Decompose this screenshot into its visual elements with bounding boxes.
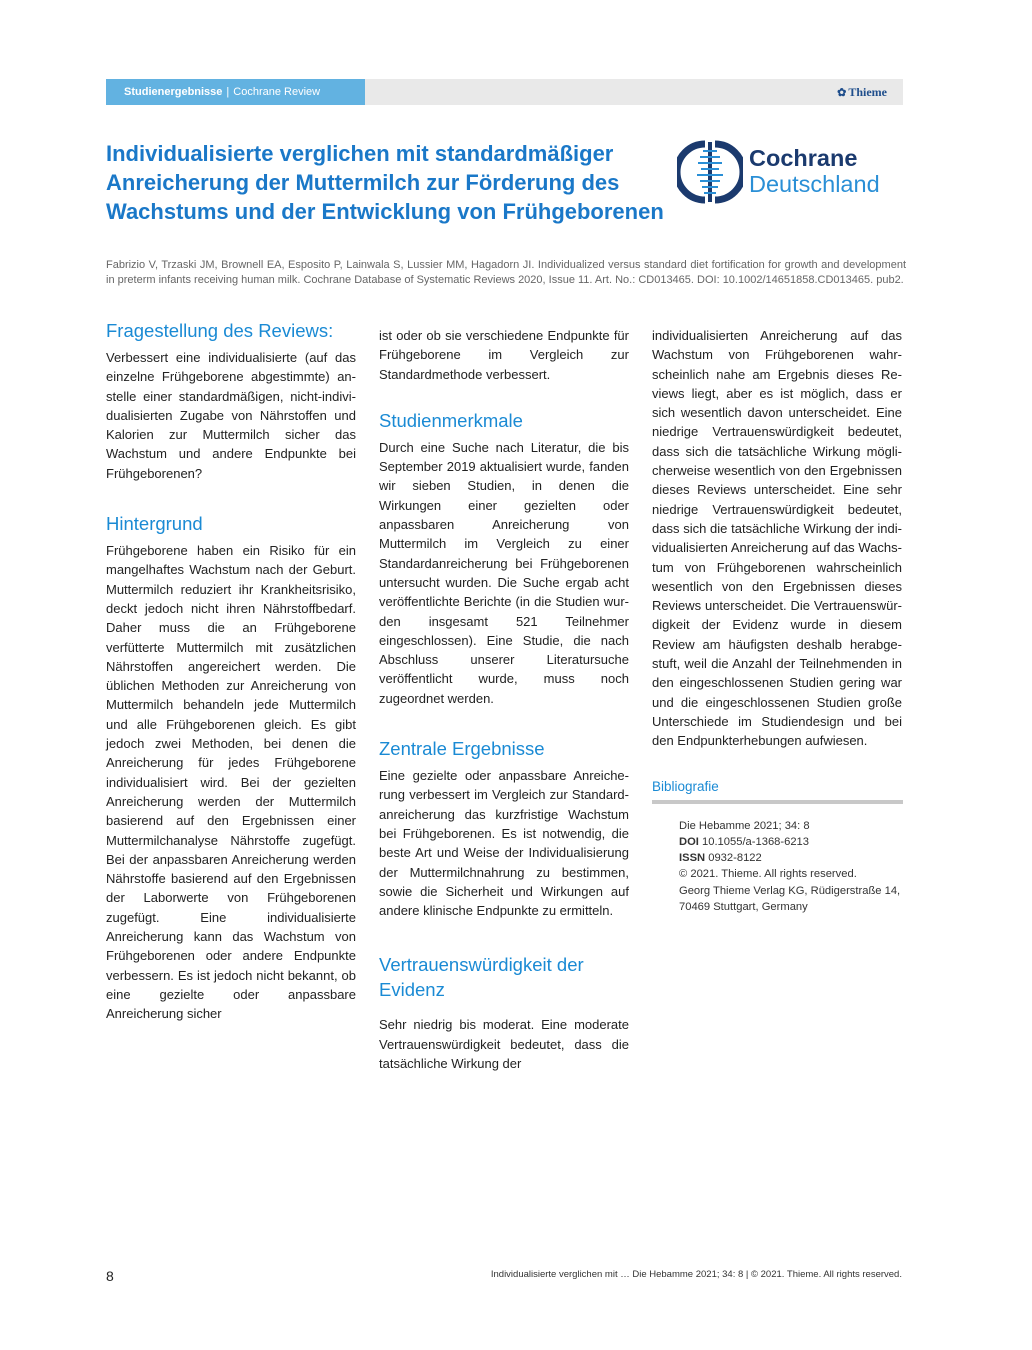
article-title [106,139,686,226]
cochrane-logo-icon [677,140,743,204]
text-hintergrund: Frühgeborene haben ein Risiko für ein mangelhaftes Wachstum nach der Geburt. Muttermilch reduziert ihr Krankheitsrisiko, deckt jedoch nicht ihren Nährstoffbedarf. Daher muss die an Frühgeborene verfütterte Muttermilch mit zusätzlichen Nährstoffen angereichert werden. Die üblichen Methoden zur Anreicherung von Muttermilch behandeln jede Muttermilch und alle Frühgeborenen gleich. Es gibt jedoch zwei Methoden, bei denen die Anreicherung für jedes Frühgeborene individualisiert wird. Bei der gezielten Anreicherung werden der Muttermilch basierend auf den Ergebnissen einer Muttermilchanalyse Nährstoffe zugefügt. Bei der anpassbaren Anreicherung werden Nährstoffe basierend auf den Ergebnissen der Laborwerte von Frühgeborenen zugefügt. Eine individualisierte Anreicherung kann das Wachstum von Frühgeborenen oder andere Endpunkte verbessern. Es ist jedoch nicht bekannt, ob eine gezielte oder anpassbare Anreicherung sicher [106,543,356,1022]
bib-issn-label: ISSN [679,852,706,865]
section-tab [106,79,365,105]
title-line-1: Individualisierte verglichen mit standardmäßiger [106,141,614,166]
subsection-label: Cochrane Review [233,86,321,98]
bib-issn-row [679,850,902,866]
bib-copyright: © 2021. Thieme. All rights reserved. [679,868,857,881]
heading-fragestellung: Fragestellung des Reviews: [106,320,334,341]
header-separator: | [226,86,230,98]
heading-zentrale-ergebnisse: Zentrale Ergebnisse [379,738,545,760]
text-hintergrund-continued: ist oder ob sie verschiedene Endpunkte für Frühgeborene im Vergleich zur Standardmethode verbessert. [379,328,629,382]
column-1 [106,318,356,1024]
thieme-icon: ✿ [837,87,847,99]
bibliography [652,818,902,916]
bib-city: 70469 Stuttgart, Germany [679,901,808,914]
bibliography-heading: Bibliografie [652,779,903,804]
heading-hintergrund: Hintergrund [106,513,203,535]
text-studienmerkmale: Durch eine Suche nach Literatur, die bis September 2019 aktualisiert wurde, fanden wir sieben Studien, in denen die Wirkungen einer gezielten oder anpassbaren Anreicherung von Muttermilch im Vergleich zu einer Standardanreicherung bei Frühgeborenen untersucht wurden. Die Suche ergab acht veröffentlichte Berichte (in die Studien wurden insgesamt 521 Teilnehmer eingeschlossen). Eine Studie, die nach Abschluss unserer Literatursuche veröffentlicht wurde, muss noch zugeordnet werden. [379,439,629,706]
bib-publisher: Georg Thieme Verlag KG, Rüdigerstraße 14, [679,884,901,897]
logo-text-deutschland: Deutschland [749,171,880,197]
page-number: 8 [106,1268,114,1284]
publisher-name: Thieme [848,85,887,99]
running-header [106,79,903,105]
cochrane-logo [677,140,917,204]
bib-doi-label: DOI [679,835,699,848]
bib-issn: 0932-8122 [708,852,762,865]
citation: Fabrizio V, Trzaski JM, Brownell EA, Esposito P, Lainwala S, Lussier MM, Hagadorn JI. Individualized versus standard diet fortification for growth and development in preterm infants receiving human milk. Cochrane Database of Systematic Reviews 2020, Issue 11. Art. No.: CD013465. DOI: 10.1002/14651858.CD013465. pub2. [106,259,906,286]
text-zentrale-ergebnisse: Eine gezielte oder anpassbare Anreicherung verbessert im Vergleich zur Standardanreicherung das kurzfristige Wachstum bei Frühgeborenen. Es ist notwendig, die beste Art und Weise der Individualisierung der Muttermilchnahrung zu bestimmen, sowie die Sicherheit und Wirkungen auf andere klinische Endpunkte zu ermitteln. [379,768,629,919]
text-vertrauenswuerdigkeit: Sehr niedrig bis moderat. Eine moderate Vertrauenswürdigkeit bedeutet, dass die tatsächliche Wirkung der [379,1017,629,1072]
text-fragestellung: Verbessert eine individualisierte (auf das einzelne Frühgeborene abgestimmte) anstelle einer standardmäßigen, nicht-individualisierten Zugabe von Nährstoffen und Kalorien zur Muttermilch sicher das Wachstum und andere Endpunkte bei Frühgeborenen? [106,350,356,481]
text-vertrauenswuerdigkeit-continued: individualisierten Anreicherung auf das Wachstum von Frühgeborenen wahrscheinlich nahe am Ergebnis dieses Reviews liegt, aber es ist möglich, dass er sich wesentlich davon unterscheidet. Eine niedrige Vertrauenswürdigkeit bedeutet, dass sich die tatsächliche Wirkung möglicherweise wesentlich von den Ergebnissen dieses Reviews unterscheidet. Eine sehr niedrige Vertrauenswürdigkeit bedeutet, dass sich die tatsächliche Wirkung der individualisierten Anreicherung auf das Wachstum von Frühgeborenen wahrscheinlich wesentlich von den Ergebnissen dieses Reviews unterscheidet. Die Vertrauenswürdigkeit der Evidenz wurde in diesem Review am häufigsten deshalb herabgestuft, weil die Anzahl der Teilnehmenden in den eingeschlossenen Studien gering war und die eingeschlossenen Studien große Unterschiede im Studiendesign und bei den Endpunkterhebungen aufwiesen. [652,328,902,749]
title-line-2: Anreicherung der Muttermilch zur Förderung des [106,170,620,195]
running-footer: Individualisierte verglichen mit … Die Hebamme 2021; 34: 8 | © 2021. Thieme. All rights reserved. [490,1269,902,1280]
title-line-3: Wachstums und der Entwicklung von Frühgeborenen [106,199,664,224]
bib-doi: 10.1055/a-1368-6213 [702,835,809,848]
column-2 [379,318,629,1073]
bib-doi-row [679,834,902,850]
logo-text-cochrane: Cochrane [749,145,858,171]
column-3 [652,318,902,915]
bib-journal: Die Hebamme 2021; 34: 8 [679,819,810,832]
publisher-logo [837,79,887,105]
heading-studienmerkmale: Studienmerkmale [379,409,523,431]
heading-vertrauenswuerdigkeit: Vertrauenswürdigkeit der Evidenz [379,954,584,1001]
section-label: Studienergebnisse [124,86,223,98]
